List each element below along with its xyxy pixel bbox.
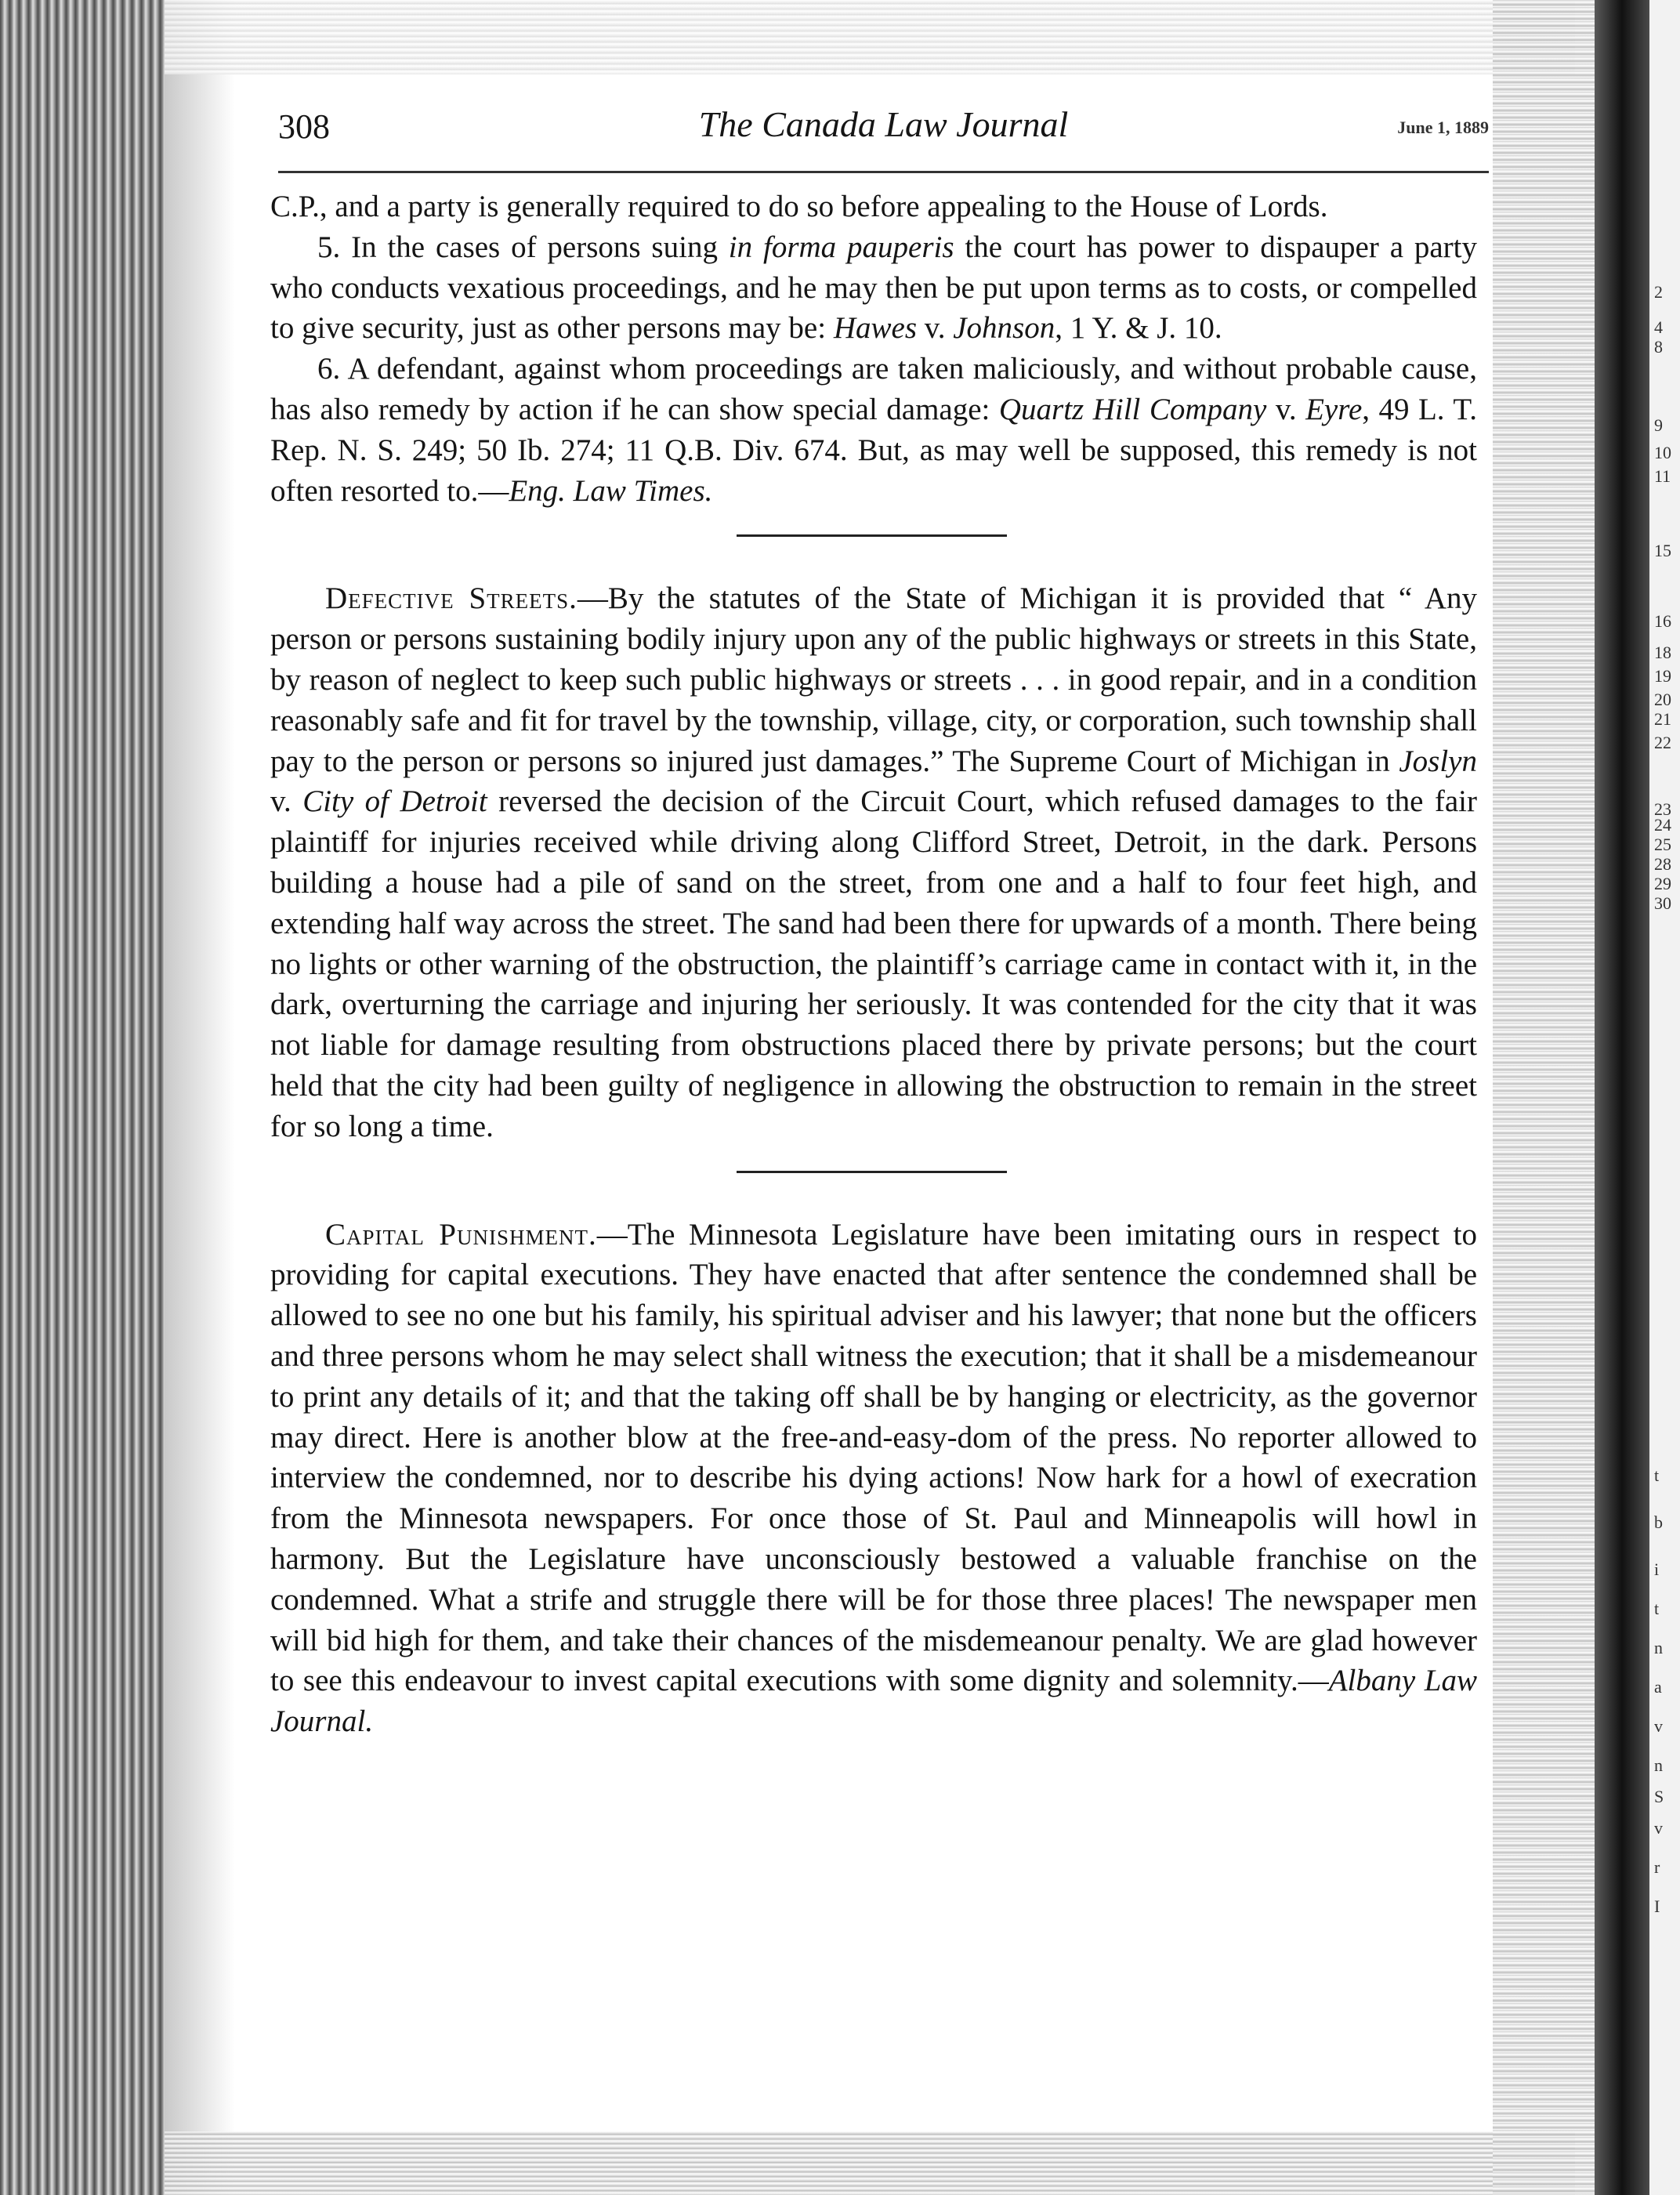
paragraph-5: 5. In the cases of persons suing in forma pauperis the court has power to dispauper a party who conducts vexatious proceedings, and he may then be put upon terms as to costs, or compelled to give security, just as other persons may be: Hawes v. Johnson, 1 Y. & J. 10. bbox=[270, 230, 1477, 346]
margin-mark: 8 bbox=[1654, 337, 1663, 357]
section-heading: Defective Streets. bbox=[325, 581, 578, 616]
margin-mark: 11 bbox=[1654, 466, 1671, 486]
case-name: Hawes bbox=[833, 311, 917, 346]
margin-mark: 24 bbox=[1654, 815, 1671, 835]
margin-mark: t bbox=[1654, 1465, 1660, 1485]
margin-mark: 28 bbox=[1654, 854, 1671, 874]
margin-mark: 21 bbox=[1654, 709, 1671, 729]
case-name: Joslyn bbox=[1399, 744, 1477, 778]
scan-shadow-left bbox=[165, 0, 235, 2195]
scan-fold-right bbox=[1595, 0, 1649, 2195]
scan-noise-bottom bbox=[165, 2132, 1575, 2195]
margin-mark: 18 bbox=[1654, 643, 1671, 662]
margin-mark: 9 bbox=[1654, 415, 1663, 435]
header-rule bbox=[278, 171, 1489, 173]
margin-mark: 29 bbox=[1654, 874, 1671, 893]
page-header bbox=[278, 100, 1489, 157]
margin-mark: S bbox=[1654, 1787, 1664, 1806]
margin-mark: t bbox=[1654, 1599, 1660, 1618]
margin-mark: r bbox=[1654, 1857, 1660, 1877]
margin-mark: 10 bbox=[1654, 443, 1671, 462]
margin-mark: 23 bbox=[1654, 799, 1671, 819]
case-name: Quartz Hill Company bbox=[998, 392, 1267, 426]
scan-noise-top bbox=[165, 0, 1575, 74]
margin-mark: n bbox=[1654, 1638, 1663, 1657]
scan-noise-right bbox=[1493, 0, 1595, 2195]
source-attribution: Eng. Law Times. bbox=[509, 473, 713, 508]
margin-mark: I bbox=[1654, 1896, 1660, 1916]
margin-mark: 2 bbox=[1654, 282, 1663, 302]
adjacent-page-strip bbox=[1649, 0, 1680, 2195]
article-defective-streets: Defective Streets.—By the statutes of the State of Michigan it is provided that “ Any person or persons sustaining bodily injury upon any of the public highways or streets in this State, by reason of neglect to keep such public highways or streets . . . in good repair, and in a condition reasonably safe and fit for travel by the township, village, city, or corporation, such township shall pay to the person or persons so injured just damages.” The Supreme Court of Michigan in Joslyn v. City of Detroit reversed the decision of the Circuit Court, which refused damages to the fair plaintiff for injuries received while driving along Clifford Street, Detroit, in the dark. Persons building a house had a pile of sand on the street, from one and a half to four feet high, and extending half way across the street. The sand had been there for upwards of a month. There being no lights or other warning of the obstruction, the plaintiff’s carriage came in contact with it, in the dark, overturning the carriage and injuring her seriously. It was contended for the city that it was not liable for damage resulting from obstructions placed there by private persons; but the court held that the city had been guilty of negligence in allowing the obstruction to remain in the street for so long a time. bbox=[270, 581, 1478, 1143]
page-number: 308 bbox=[278, 107, 330, 146]
case-name: Eyre bbox=[1305, 392, 1363, 426]
margin-mark: 15 bbox=[1654, 541, 1671, 560]
latin-phrase: in forma pauperis bbox=[728, 230, 954, 264]
source-attribution: Albany Law Journal. bbox=[270, 1664, 1477, 1739]
margin-mark: 19 bbox=[1654, 666, 1671, 686]
paragraph-continuation: C.P., and a party is generally required to do so before appealing to the House of Lords. bbox=[270, 190, 1328, 223]
section-heading: Capital Punishment. bbox=[325, 1217, 597, 1251]
scan-binding-edge-left bbox=[0, 0, 165, 2195]
section-divider bbox=[737, 534, 1007, 537]
margin-mark: 20 bbox=[1654, 690, 1671, 709]
margin-mark: n bbox=[1654, 1755, 1663, 1775]
margin-mark: v bbox=[1654, 1716, 1663, 1736]
margin-mark: v bbox=[1654, 1818, 1663, 1838]
margin-mark: i bbox=[1654, 1559, 1660, 1579]
case-name: City of Detroit bbox=[302, 784, 487, 819]
margin-mark: 4 bbox=[1654, 317, 1663, 337]
margin-mark: a bbox=[1654, 1677, 1662, 1697]
margin-mark: 22 bbox=[1654, 733, 1671, 752]
margin-mark: 16 bbox=[1654, 611, 1671, 631]
case-name: Johnson bbox=[953, 311, 1055, 346]
article-body bbox=[270, 187, 1477, 1742]
margin-mark: 25 bbox=[1654, 835, 1671, 854]
section-divider bbox=[737, 1171, 1007, 1173]
margin-mark: b bbox=[1654, 1512, 1663, 1532]
article-capital-punishment: Capital Punishment.—The Minnesota Legislature have been imitating ours in respect to providing for capital executions. They have enacted that after sentence the condemned shall be allowed to see no one but his family, his spiritual adviser and his lawyer; that none but the officers and three persons whom he may select shall witness the execution; that it shall be a misdemeanour to print any details of it; and that the taking off shall be by hanging or electricity, as the governor may direct. Here is another blow at the free-and-easy-dom of the press. No reporter allowed to interview the condemned, nor to describe his dying actions! Now hark for a howl of execration from the Minnesota newspapers. For once those of St. Paul and Minneapolis will howl in harmony. But the Legislature have unconsciously bestowed a valuable franchise on the condemned. What a strife and struggle there will be for those three places! The newspaper men will bid high for them, and take their chances of the misdemeanour penalty. We are glad however to see this endeavour to invest capital executions with some dignity and solemnity.—Albany Law Journal. bbox=[270, 1217, 1477, 1739]
journal-title: The Canada Law Journal bbox=[698, 104, 1069, 144]
issue-date: June 1, 1889 bbox=[1397, 118, 1489, 137]
margin-mark: 30 bbox=[1654, 893, 1671, 913]
paragraph-6: 6. A defendant, against whom proceedings are taken maliciously, and without probable cause, has also remedy by action if he can show special damage: Quartz Hill Company v. Eyre, 49 L. T. Rep. N. S. 249; 50 Ib. 274; 11 Q.B. Div. 674. But, as may well be supposed, this remedy is not often resorted to.—Eng. Law Times. bbox=[270, 352, 1478, 508]
